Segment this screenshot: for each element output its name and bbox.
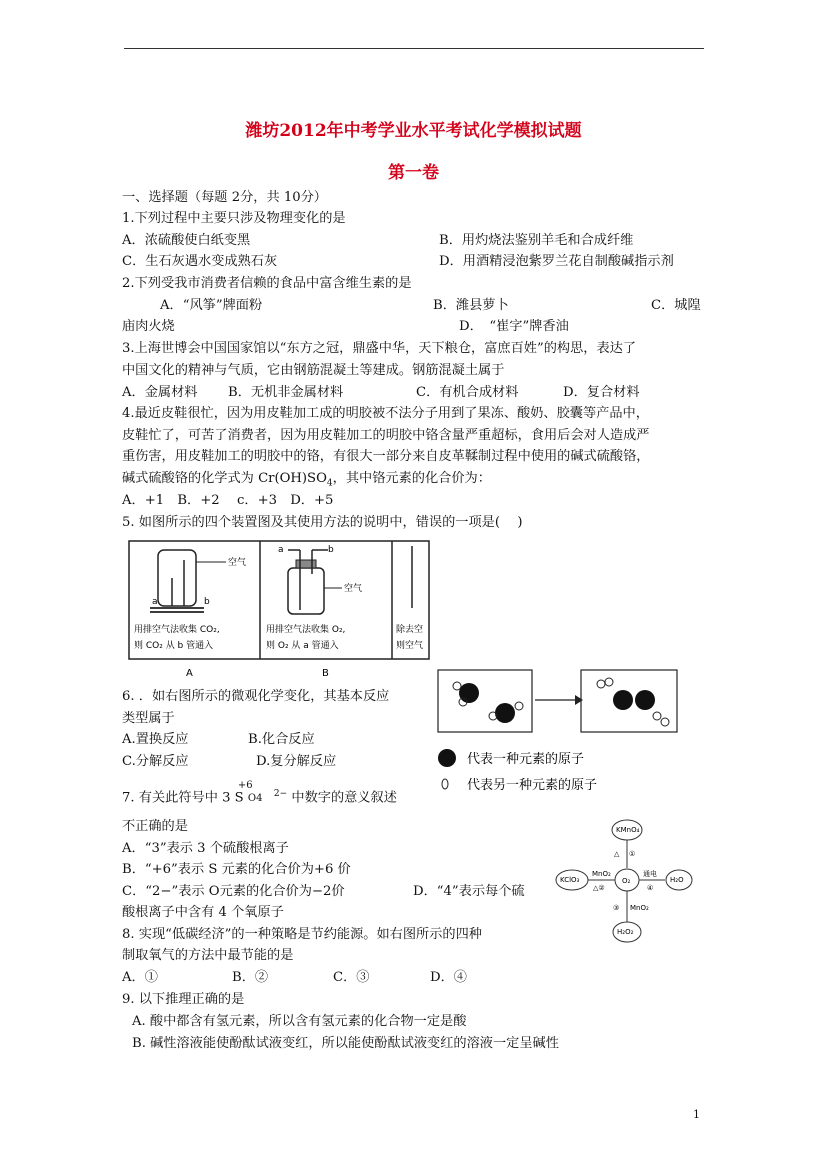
question-5: 5. 如图所示的四个装置图及其使用方法的说明中，错误的一项是( ) <box>122 515 523 530</box>
question-7-line2: 不正确的是 <box>122 819 188 834</box>
fig8-kclo3: KClO₃ <box>560 876 580 884</box>
fig8-kmno4: KMnO₄ <box>616 826 640 834</box>
q1-option-a: A．浓硫酸使白纸变黑 <box>122 233 251 248</box>
question-7-line1 <box>122 780 397 808</box>
q6-option-b: B.化合反应 <box>248 732 315 747</box>
q7-option-d-cont: 酸根离子中含有 4 个氧原子 <box>122 905 284 920</box>
question-6-line2: 类型属于 <box>122 711 175 726</box>
fig5-b-b-label: b <box>328 545 334 555</box>
fig8-mno2-b: MnO₂ <box>630 904 649 912</box>
q2-option-d: D． “崔字”牌香油 <box>459 319 569 334</box>
fig8-c3: ③ <box>613 904 620 912</box>
q2-option-c: C．城隍 <box>651 298 701 313</box>
header-rule <box>124 48 704 49</box>
fig5-panel-b: B <box>322 668 329 679</box>
fig5-caption-a1: 用排空气法收集 CO₂, <box>134 625 220 635</box>
exam-title: 潍坊2012年中考学业水平考试化学模拟试题 <box>245 121 582 141</box>
q6-option-c: C.分解反应 <box>122 754 189 769</box>
fig5-b-label: b <box>204 597 210 607</box>
fig8-tongdian: 通电 <box>643 870 657 878</box>
question-3-line2: 中国文化的精神与气质，它由钢筋混凝土等建成。钢筋混凝土属于 <box>122 363 505 378</box>
fig8-mno2-a: MnO₂ <box>592 870 611 878</box>
apparatus-figure <box>128 538 430 680</box>
fig8-c2: △② <box>593 884 605 892</box>
q8-option-d: D．④ <box>430 970 467 985</box>
fig8-h2o2: H₂O₂ <box>617 928 634 936</box>
question-8-line2: 制取氧气的方法中最节能的是 <box>122 948 294 963</box>
q1-option-c: C．生石灰遇水变成熟石灰 <box>122 254 278 269</box>
q8-option-b: B．② <box>232 970 269 985</box>
question-2: 2.下列受我市消费者信赖的食品中富含维生素的是 <box>122 276 412 291</box>
fig8-delta1: △ <box>614 850 620 858</box>
fig5-air-label-b: 空气 <box>344 584 363 594</box>
oxygen-methods-figure <box>555 818 700 948</box>
q7-option-b: B．“+6”表示 S 元素的化合价为+6 价 <box>122 862 351 877</box>
question-4-line4 <box>122 470 491 493</box>
fig5-caption-c1: 除去空 <box>396 625 424 635</box>
q3-option-c: C．有机合成材料 <box>416 385 519 400</box>
question-3-line1: 3.上海世博会中国国家馆以“东方之冠，鼎盛中华，天下粮仓，富庶百姓”的构思，表达了 <box>122 341 636 356</box>
q7-end: 中数字的意义叙述 <box>291 790 397 806</box>
q2-option-c-cont: 庙肉火烧 <box>122 319 175 334</box>
question-4-line3: 重伤害，用皮鞋加工的明胶中的铬，有很大一部分来自皮革鞣制过程中使用的碱式硫酸铬， <box>122 449 650 464</box>
q7-option-d: D．“4”表示每个硫 <box>413 884 525 899</box>
fig8-c1: ① <box>629 850 636 858</box>
page-number: 1 <box>693 1108 700 1121</box>
q4-line-end: ，其中铬元素的化合价为： <box>332 471 491 486</box>
fig8-c4: ④ <box>647 884 654 892</box>
dark-atom-icon <box>438 749 456 767</box>
q4-options: A．+1 B．+2 c．+3 D．+5 <box>122 493 334 508</box>
q7-option-a: A．“3”表示 3 个硫酸根离子 <box>122 841 289 856</box>
fig5-b-a-label: a <box>278 545 284 555</box>
fig5-panel-a: A <box>186 668 193 679</box>
fig5-caption-b2: 则 O₂ 从 a 管通入 <box>266 641 339 651</box>
q9-option-a: A. 酸中都含有氢元素，所以含有氢元素的化合物一定是酸 <box>132 1014 467 1029</box>
fig5-caption-b1: 用排空气法收集 O₂, <box>266 625 346 635</box>
q8-option-c: C．③ <box>333 970 370 985</box>
q4-formula-sub: 4 <box>326 478 333 489</box>
fig5-caption-a2: 则 CO₂ 从 b 管通入 <box>134 641 214 651</box>
q3-option-d: D．复合材料 <box>563 385 640 400</box>
q7-option-c: C．“2−”表示 O元素的化合价为−2价 <box>122 884 345 899</box>
q7-text: 7. 有关此符号中 3 S <box>122 790 244 806</box>
question-9: 9. 以下推理正确的是 <box>122 992 245 1007</box>
fig5-a-label: a <box>152 597 158 607</box>
q4-formula-text: 碱式硫酸铬的化学式为 Cr(OH)SO <box>122 471 327 486</box>
q3-option-b: B．无机非金属材料 <box>228 385 344 400</box>
legend-light-atom: 代表另一种元素的原子 <box>467 778 598 793</box>
question-4-line2: 皮鞋忙了，可苦了消费者，因为用皮鞋加工的明胶中铬含量严重超标，食用后会对人造成严 <box>122 428 650 443</box>
micro-reaction-figure <box>437 668 687 796</box>
q3-option-a: A．金属材料 <box>122 385 198 400</box>
q2-option-a: A．“风筝”牌面粉 <box>160 298 263 313</box>
q1-option-d: D．用酒精浸泡紫罗兰花自制酸碱指示剂 <box>439 254 674 269</box>
question-4-line1: 4.最近皮鞋很忙，因为用皮鞋加工成的明胶被不法分子用到了果冻、酸奶、胶囊等产品中， <box>122 406 649 421</box>
fig5-caption-c2: 则空气 <box>396 641 424 651</box>
question-8-line1: 8. 实现“低碳经济”的一种策略是节约能源。如右图所示的四种 <box>122 927 482 942</box>
q2-option-b: B．潍县萝卜 <box>433 298 509 313</box>
fig8-h2o: H₂O <box>670 876 684 884</box>
q7-charge: 2− <box>273 789 288 799</box>
fig8-o2: O₂ <box>622 877 631 885</box>
fig5-air-label-a: 空气 <box>228 558 247 568</box>
question-6-line1: 6. ．如右图所示的微观化学变化，其基本反应 <box>122 689 390 704</box>
q6-option-a: A.置换反应 <box>122 732 189 747</box>
section-heading: 一、选择题（每题 2分，共 10分） <box>122 190 327 205</box>
q6-option-d: D.复分解反应 <box>256 754 337 769</box>
q9-option-b: B. 碱性溶液能使酚酞试液变红，所以能使酚酞试液变红的溶液一定呈碱性 <box>132 1036 559 1051</box>
q1-option-b: B．用灼烧法鉴别羊毛和合成纤维 <box>439 233 634 248</box>
q7-superscript: +6 <box>237 780 253 792</box>
q7-subscript: O4 <box>247 793 263 805</box>
legend-dark-atom: 代表一种元素的原子 <box>467 752 585 767</box>
q8-option-a: A．① <box>122 970 158 985</box>
volume-title: 第一卷 <box>388 163 439 183</box>
light-atom-icon <box>442 779 448 789</box>
question-1: 1.下列过程中主要只涉及物理变化的是 <box>122 211 346 226</box>
